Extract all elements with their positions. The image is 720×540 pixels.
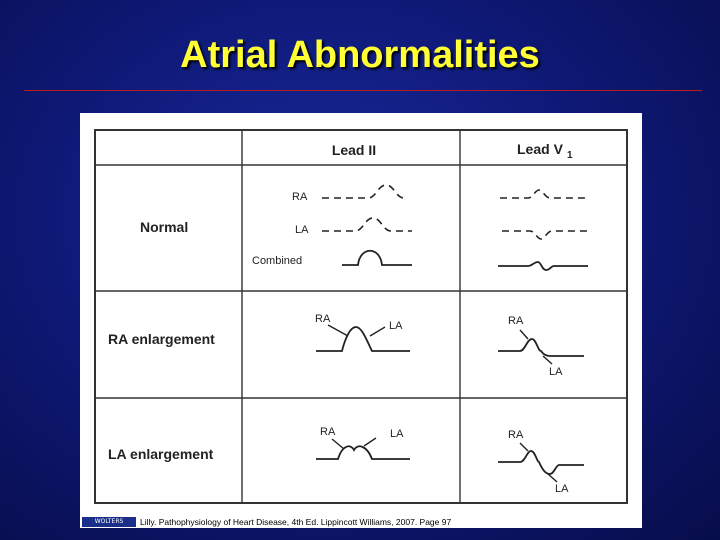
la-lead2-la-label: LA — [390, 428, 404, 440]
la-v1-la-pointer — [548, 474, 557, 482]
row-label-la-enlargement: LA enlargement — [108, 446, 214, 462]
normal-la-label: LA — [295, 224, 309, 236]
row-label-ra-enlargement: RA enlargement — [108, 331, 215, 347]
la-lead2-ra-pointer — [332, 439, 344, 449]
ra-lead2-la-label: LA — [389, 320, 403, 332]
normal-v1-combined-wave — [498, 262, 588, 270]
ecg-figure — [80, 113, 642, 516]
normal-v1-ra-wave — [500, 190, 588, 198]
publisher-logo: WOLTERS — [82, 517, 136, 527]
normal-ra-wave — [322, 185, 408, 198]
ra-v1-ra-pointer — [520, 330, 528, 339]
header-lead-v1: Lead V — [517, 141, 563, 157]
ra-lead2-ra-pointer — [328, 325, 348, 336]
la-v1-ra-label: RA — [508, 429, 524, 441]
citation-text: Lilly. Pathophysiology of Heart Disease, 4th Ed. Lippincott Williams, 2007. Page 97 — [140, 517, 452, 527]
la-v1-ra-pointer — [520, 443, 528, 451]
ra-v1-la-label: LA — [549, 366, 563, 378]
row-label-normal: Normal — [140, 219, 189, 235]
ra-lead2-la-pointer — [370, 327, 385, 336]
ra-lead2-ra-label: RA — [315, 313, 331, 325]
normal-ra-label: RA — [292, 191, 308, 203]
la-lead2-ra-label: RA — [320, 426, 336, 438]
header-lead-v1-subscript: 1 — [567, 150, 573, 161]
ra-v1-la-pointer — [543, 356, 552, 364]
slide-title: Atrial Abnormalities — [180, 34, 540, 76]
la-lead2-la-pointer — [364, 438, 376, 446]
normal-combined-label: Combined — [252, 255, 303, 267]
normal-la-wave — [322, 218, 412, 231]
title-divider — [24, 90, 702, 91]
ra-v1-wave — [498, 339, 584, 356]
ecg-table-svg — [80, 113, 642, 516]
la-v1-wave — [498, 451, 584, 474]
header-lead-ii: Lead II — [331, 142, 377, 158]
la-v1-la-label: LA — [555, 483, 569, 495]
la-lead2-wave — [316, 446, 410, 459]
normal-combined-wave — [342, 251, 412, 265]
ra-v1-ra-label: RA — [508, 315, 524, 327]
normal-v1-la-wave — [502, 231, 592, 239]
